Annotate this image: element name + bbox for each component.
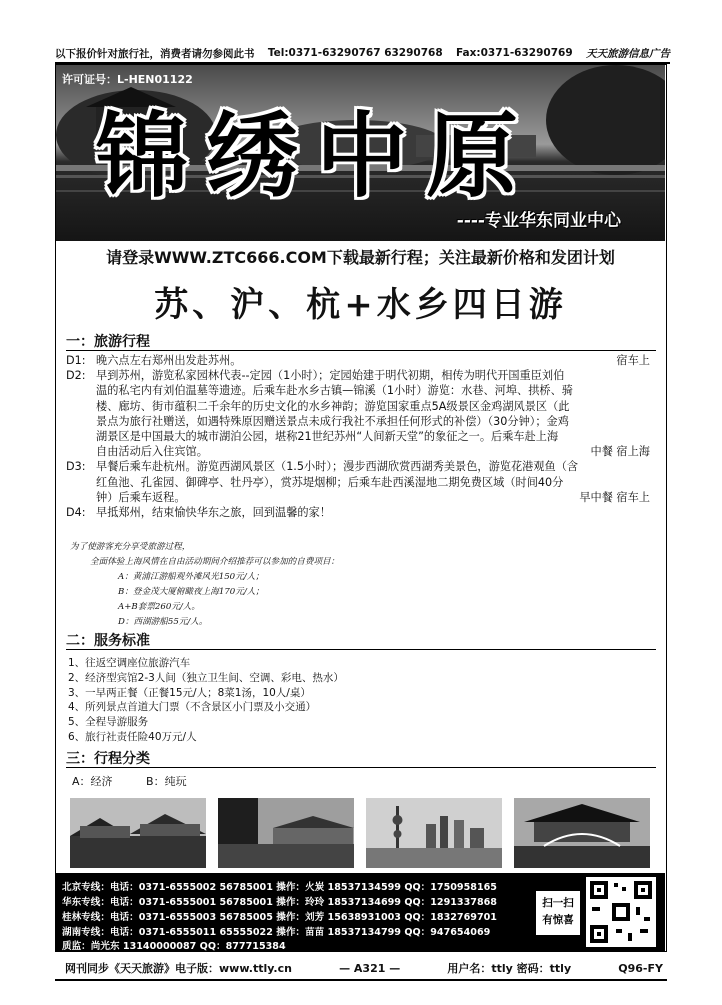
contact-line: 湖南专线：电话：0371-6555011 65555022 操作：苗苗 18537134799 QQ：947654069 <box>62 927 491 938</box>
contact-line: 华东专线：电话：0371-6555001 56785001 操作：玲玲 18537134699 QQ：1291337868 <box>62 897 497 908</box>
contact-line: 桂林专线：电话：0371-6555003 56785005 操作：刘芳 15638931003 QQ：1832769701 <box>62 912 497 923</box>
divider <box>66 350 656 351</box>
section-service-heading: 二：服务标准 <box>66 633 150 649</box>
optional-intro: 为了使游客充分享受旅游过程， <box>70 542 191 552</box>
itinerary-text: 早到苏州，游览私家园林代表--定园（1小时）；定园始建于明代初期，相传为明代开国重臣刘伯 <box>96 369 565 383</box>
photo-canal <box>218 798 354 868</box>
banner <box>56 65 665 241</box>
scan-prompt <box>536 891 580 935</box>
license-number: 许可证号：L-HEN01122 <box>62 73 193 86</box>
tel-number: Tel:0371-63290767 63290768 <box>267 47 443 59</box>
itinerary-text: 早餐后乘车赴杭州。游览西湖风景区（1.5小时）；漫步西湖欣赏西湖秀美景色，游览花港观鱼（含 <box>96 460 579 474</box>
service-item: 6、旅行社责任险40万元/人 <box>68 730 197 743</box>
itinerary-day <box>66 353 656 368</box>
service-item: 5、全程导游服务 <box>68 716 149 729</box>
divider <box>66 767 656 768</box>
website-line: 请登录WWW.ZTC666.COM下载最新行程；关注最新价格和发团计划 <box>106 248 615 267</box>
ad-frame <box>55 64 667 952</box>
optional-item: B：登金茂大厦俯瞰夜上海170元/人； <box>118 587 264 597</box>
top-info-bar <box>55 44 670 64</box>
divider <box>66 649 656 650</box>
itinerary-text: 楼、廊坊、街市蕴积二千余年的历史文化的水乡神韵；游览国家重点5A级景区金鸡湖风景区（此 <box>96 399 570 413</box>
optional-items <box>70 540 339 630</box>
section-category-heading: 三：行程分类 <box>66 751 150 767</box>
itinerary-list <box>66 353 656 520</box>
service-item: 2、经济型宾馆2-3人间（独立卫生间、空调、彩电、热水） <box>68 671 344 684</box>
agency-notice: 以下报价针对旅行社，消费者请勿参阅此书 <box>55 47 255 60</box>
banner-slogan: ----专业华东同业中心 <box>456 211 621 231</box>
photo-pavilion <box>514 798 650 868</box>
optional-item: A+B套票260元/人。 <box>118 602 200 612</box>
service-item: 4、所列景点首道大门票（不含景区小门票及小交通） <box>68 701 317 714</box>
category-item: A：经济 <box>72 775 113 788</box>
tour-title: 苏、沪、杭+水乡四日游 <box>154 285 567 325</box>
day-label: D3: <box>66 460 86 474</box>
service-item: 1、往返空调座位旅游汽车 <box>68 657 191 669</box>
optional-item: D：西湖游船55元/人。 <box>118 617 208 627</box>
meal-info: 宿车上 <box>616 354 650 367</box>
itinerary-day <box>66 505 656 520</box>
optional-intro: 全面体验上海风情在自由活动期间介绍推荐可以参加的自费项目： <box>90 557 340 567</box>
scan-text: 扫一扫 <box>542 897 574 909</box>
day-label: D2: <box>66 369 86 383</box>
itinerary-day <box>66 368 656 459</box>
contact-line: 质监：尚光东 13140000087 QQ：877715384 <box>62 941 286 952</box>
section-itinerary-heading: 一：旅游行程 <box>66 334 150 350</box>
category-item: B：纯玩 <box>146 775 187 788</box>
meal-info: 中餐 宿上海 <box>590 445 650 459</box>
itinerary-text: 晚六点左右郑州出发赴苏州。 <box>96 354 242 367</box>
contact-block <box>56 873 665 951</box>
photo-shanghai-skyline <box>366 798 502 868</box>
footer-page-number: — A321 — <box>339 961 401 975</box>
itinerary-text: 钟）后乘车返程。 <box>96 490 186 504</box>
qr-code[interactable] <box>586 877 656 947</box>
fax-number: Fax:0371-63290769 <box>455 47 573 59</box>
scan-text: 有惊喜 <box>542 914 574 926</box>
itinerary-text: 红鱼池、孔雀园、御碑亭、牡丹亭），赏苏堤烟柳；后乘车赴西溪湿地二期免费区域（时间40分 <box>96 475 564 489</box>
itinerary-text: 早抵郑州，结束愉快华东之旅，回到温馨的家！ <box>96 506 331 520</box>
footer-bar <box>55 957 667 981</box>
itinerary-text: 自由活动后入住宾馆。 <box>96 445 208 459</box>
itinerary-text: 湖景区是中国最大的城市湖泊公园，堪称21世纪苏州“人间新天堂”的象征之一。后乘车赴上海 <box>96 430 559 444</box>
footer-website: 网刊同步《天天旅游》电子版：www.ttly.cn <box>65 962 292 975</box>
day-label: D4: <box>66 506 86 520</box>
itinerary-text: 温的私宅内有刘伯温墓等遗迹。后乘车赴水乡古镇—锦溪（1小时）游览：水巷、河埠、拱桥、骑 <box>96 384 573 398</box>
service-item: 3、一早两正餐（正餐15元/人；8菜1汤，10人/桌） <box>68 686 311 699</box>
day-label: D1: <box>66 354 86 367</box>
brand-name: 天天旅游信息广告 <box>585 47 670 60</box>
optional-item: A：黄浦江游船观外滩风光150元/人； <box>118 572 264 582</box>
photo-water-town <box>70 798 206 868</box>
agency-logo-title: 锦绣中原 <box>96 102 537 210</box>
footer-code: Q96-FY <box>618 961 663 975</box>
itinerary-text: 景点为旅行社赠送，如遇特殊原因赠送景点未成行我社不承担任何形式的补偿）（30分钟）；金鸡 <box>96 414 569 428</box>
photo-strip <box>70 798 650 868</box>
footer-login: 用户名：ttly 密码：ttly <box>447 962 572 975</box>
itinerary-day <box>66 459 656 505</box>
contact-line: 北京专线：电话：0371-6555002 56785001 操作：火炭 18537134599 QQ：1750958165 <box>62 882 497 893</box>
service-list <box>68 656 344 745</box>
category-list <box>72 773 187 789</box>
meal-info: 早中餐 宿车上 <box>579 490 650 504</box>
